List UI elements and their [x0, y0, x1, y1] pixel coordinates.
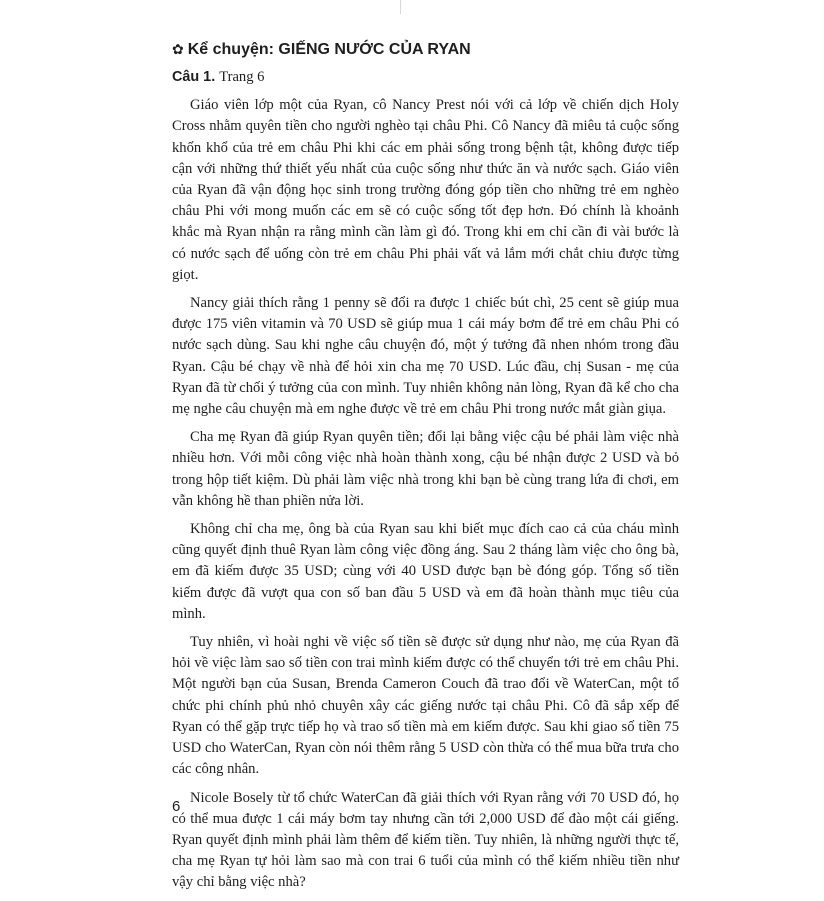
story-paragraph-4: Không chỉ cha mẹ, ông bà của Ryan sau khi biết mục đích cao cả của cháu mình cũng quyết định thuê Ryan làm công việc đồng áng. Sau 2 tháng làm việc cho ông bà, em đã kiếm được 35 USD; cùng với 40 USD được bạn bè đóng góp. Tổng số tiền kiếm được đã vượt qua con số ban đầu 5 USD và em đã hoàn thành mục tiêu của mình. [172, 521, 679, 622]
story-paragraph-1: Giáo viên lớp một của Ryan, cô Nancy Prest nói với cả lớp về chiến dịch Holy Cross nhằm quyên tiền cho người nghèo tại châu Phi. Cô Nancy đã miêu tả cuộc sống khốn khổ của trẻ em châu Phi khi các em phải sống trong bệnh tật, không được tiếp cận với những thứ thiết yếu nhất của cuộc sống như thức ăn và nước sạch. Giáo viên của Ryan đã vận động học sinh trong trường đóng góp tiền cho những trẻ em nghèo châu Phi với mong muốn các em sẽ có cuộc sống tốt đẹp hơn. Đó chính là khoảnh khắc mà Ryan nhận ra rằng mình cần làm gì đó. Trong khi em chỉ cần đi vài bước là có nước sạch để uống còn trẻ em châu Phi phải vất vả lắm mới chắt chiu được từng giọt. [172, 97, 679, 283]
page-number: 6 [172, 798, 181, 815]
flower-icon: ✿ [172, 41, 184, 57]
section-title: Kể chuyện: GIẾNG NƯỚC CỦA RYAN [187, 41, 471, 58]
story-paragraph-2: Nancy giải thích rằng 1 penny sẽ đổi ra được 1 chiếc bút chì, 25 cent sẽ giúp mua được 175 viên vitamin và 70 USD sẽ giúp mua 1 cái máy bơm để trẻ em châu Phi có nước sạch dùng. Sau khi nghe câu chuyện đó, một ý tưởng đã nhen nhóm trong đầu Ryan. Cậu bé chạy về nhà để hỏi xin cha mẹ 70 USD. Lúc đầu, chị Susan - mẹ của Ryan đã từ chối ý tưởng của con mình. Tuy nhiên không nản lòng, Ryan đã kể cho cha mẹ nghe câu chuyện mà em nghe được về trẻ em châu Phi trong nước mắt giàn giụa. [172, 295, 679, 418]
page-top-mark [400, 0, 401, 14]
story-paragraph-6: Nicole Bosely từ tổ chức WaterCan đã giải thích với Ryan rằng với 70 USD đó, họ có thể mua được 1 cái máy bơm tay nhưng cần tới 2,000 USD để đào một cái giếng. Ryan quyết định mình phải làm thêm để kiếm tiền. Tuy nhiên, là những người thực tế, cha mẹ Ryan tự hỏi làm sao mà con trai 6 tuổi của mình có thể kiếm nhiều tiền như vậy chỉ bằng việc nhà? [172, 789, 679, 891]
section-heading [172, 38, 679, 61]
question-page-ref: Trang 6 [219, 69, 265, 85]
question-line [172, 67, 679, 88]
page-content [172, 38, 679, 901]
story-paragraph-3: Cha mẹ Ryan đã giúp Ryan quyên tiền; đổi lại bằng việc cậu bé phải làm việc nhà nhiều hơn. Với mỗi công việc nhà hoàn thành xong, cậu bé nhận được 2 USD và bỏ trong hộp tiết kiệm. Dù phải làm việc nhà trong khi bạn bè cùng trang lứa đi chơi, em vẫn không hề than phiền nửa lời. [172, 429, 679, 509]
story-paragraph-5: Tuy nhiên, vì hoài nghi về việc số tiền sẽ được sử dụng như nào, mẹ của Ryan đã hỏi về việc làm sao số tiền con trai mình kiếm được có thể chuyển tới trẻ em châu Phi. Một người bạn của Susan, Brenda Cameron Couch đã trao đổi về WaterCan, một tổ chức phi chính phủ nhỏ chuyên xây các giếng nước tại châu Phi. Cô đã sắp xếp để Ryan có thể gặp trực tiếp họ và trao số tiền mà em kiếm được. Sau khi giao số tiền 75 USD cho WaterCan, Ryan còn nói thêm rằng 5 USD còn thừa có thể mua bữa trưa cho các công nhân. [172, 634, 679, 778]
question-label: Câu 1. [172, 69, 216, 85]
